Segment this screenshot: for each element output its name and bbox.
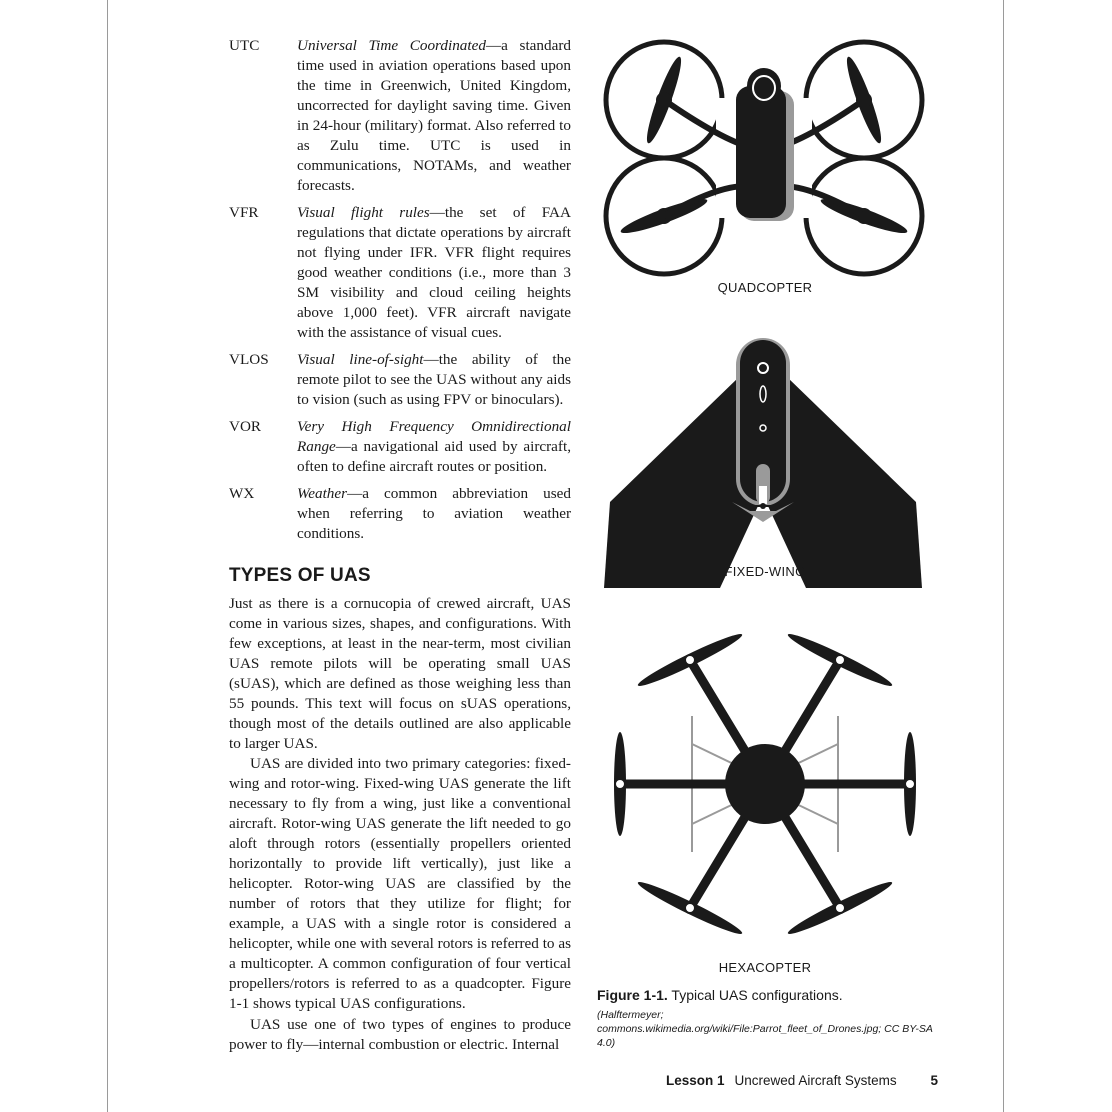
body-paragraph-1: Just as there is a cornucopia of crewed aircraft, UAS come in various sizes, shapes, and configurations. With few exceptions, at least in the near-term, most civilian UAS remote pilots will be operating small UAS (sUAS), which are defined as those weighing less than 55 pounds. This text will focus on sUAS operations, though most of the details outlined are also applicable to larger UAS. (229, 595, 571, 752)
figure-caption (597, 986, 937, 1004)
hexacopter-label: HEXACOPTER (718, 960, 812, 975)
glossary-definition (297, 350, 571, 410)
glossary-definition-text: —the ability of the remote pilot to see the UAS without any aids to vision (such as using FPV or binoculars). (297, 351, 571, 408)
glossary-definition-text: —a standard time used in aviation operations based upon the time in Greenwich, United Kingdom, uncorrected for daylight saving time. Given in 24-hour (military) format. Also referred to as Zulu time. UTC is used in communications, NOTAMs, and weather forecasts. (297, 37, 571, 194)
fixed-wing-label: FIXED-WING (724, 564, 806, 579)
glossary-definition-title: Visual flight rules (297, 204, 430, 221)
glossary-entry-utc (229, 36, 571, 196)
page-margin-rule-left (107, 0, 108, 1112)
glossary-definition-title: Universal Time Coordinated (297, 37, 486, 54)
page-number: 5 (930, 1073, 938, 1088)
footer-running-head (666, 1073, 897, 1088)
footer-lesson: Lesson 1 (666, 1073, 725, 1088)
glossary-definition (297, 417, 571, 477)
glossary-definition-title: Weather (297, 485, 348, 502)
page-footer (666, 1073, 938, 1088)
glossary-definition (297, 36, 571, 196)
glossary-term: VLOS (229, 351, 269, 368)
glossary-definition-title: Visual line-of-sight (297, 351, 424, 368)
glossary-definition (297, 203, 571, 343)
glossary-term: VOR (229, 418, 262, 435)
quadcopter-label: QUADCOPTER (717, 280, 813, 295)
glossary-entry-vor (229, 417, 571, 477)
section-heading: TYPES OF UAS (229, 565, 371, 586)
body-paragraph-3: UAS use one of two types of engines to produce power to fly—internal combustion or electric. Internal (229, 1016, 571, 1053)
glossary-definition-text: —a navigational aid used by aircraft, often to define aircraft routes or position. (297, 438, 571, 475)
figure-credit: (Halftermeyer; commons.wikimedia.org/wiki/File:Parrot_fleet_of_Drones.jpg; CC BY-SA 4.0) (597, 1009, 933, 1049)
page-margin-rule-right (1003, 0, 1004, 1112)
body-paragraph-2: UAS are divided into two primary categories: fixed-wing and rotor-wing. Fixed-wing UAS generate the lift necessary to fly from a wing, just like a conventional aircraft. Rotor-wing UAS generate the lift needed to go aloft through rotors (essentially propellers oriented horizontally to provide lift vertically), just like a helicopter. Rotor-wing UAS are classified by the number of rotors that they utilize for flight; for example, a UAS with a single rotor is considered a helicopter, while one with several rotors is referred to as a multicopter. A common configuration of four vertical propellers/rotors is referred to as a quadcopter. Figure 1-1 shows typical UAS configurations. (229, 755, 571, 1012)
hexacopter-illustration (606, 620, 924, 950)
glossary-definition-text: —a common abbreviation used when referring to aviation weather conditions. (297, 485, 571, 542)
glossary-term: UTC (229, 37, 260, 54)
footer-title: Uncrewed Aircraft Systems (734, 1073, 897, 1088)
figure-caption-text: Typical UAS configurations. (667, 987, 843, 1003)
glossary-entry-vlos (229, 350, 571, 410)
fixed-wing-illustration (600, 336, 926, 588)
glossary-entry-wx (229, 484, 571, 544)
figure-caption-number: Figure 1-1. (597, 987, 668, 1003)
glossary-definition (297, 484, 571, 544)
glossary-entry-vfr (229, 203, 571, 343)
glossary-term: VFR (229, 204, 259, 221)
quadcopter-illustration (596, 36, 932, 280)
glossary-definition-title: Very High Frequency Omnidirectional Range (297, 418, 571, 455)
glossary-term: WX (229, 485, 255, 502)
glossary-definition-text: —the set of FAA regulations that dictate operations by aircraft not flying under IFR. VFR flight requires good weather conditions (i.e., more than 3 SM visibility and cloud ceiling heights above 1,000 feet). VFR aircraft navigate with the assistance of visual cues. (297, 204, 571, 341)
